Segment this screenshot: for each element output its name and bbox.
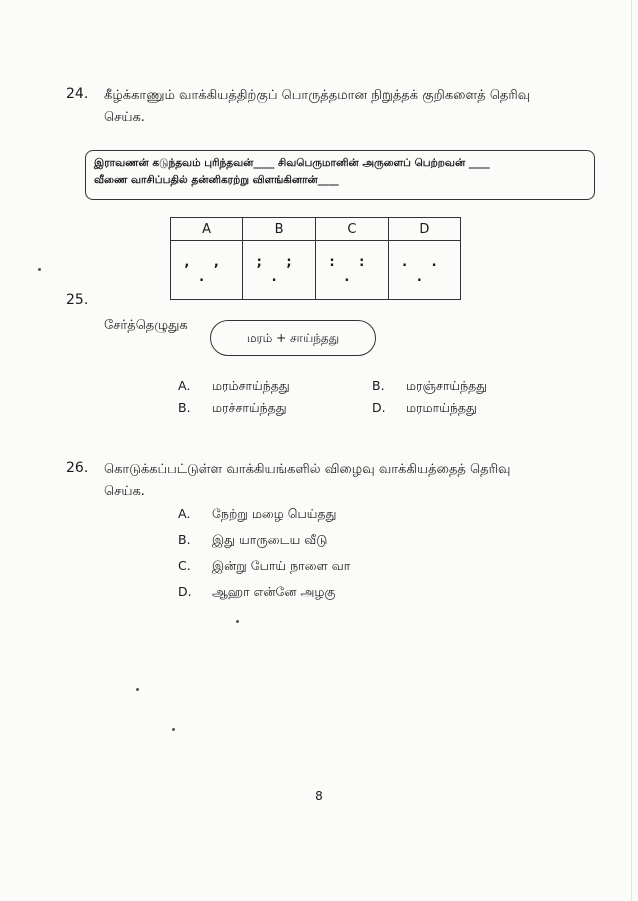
q26-option-d <box>178 584 335 601</box>
option-text: இன்று போய் நாளை வா <box>212 558 351 573</box>
option-letter: B. <box>178 400 191 415</box>
option-letter: D. <box>372 400 386 415</box>
question-24-sentence-box <box>85 150 595 200</box>
table-cell-c: : : . <box>315 241 388 300</box>
q25-option-d <box>372 400 477 417</box>
question-25-prompt: சேர்த்தெழுதுக <box>104 318 188 333</box>
q26-option-c <box>178 558 350 575</box>
option-text: மரச்சாய்ந்தது <box>212 400 287 415</box>
question-25-number: 25. <box>66 292 89 308</box>
scan-speck <box>136 688 139 691</box>
q26-option-a <box>178 506 336 523</box>
option-text: மரமாய்ந்தது <box>406 400 477 415</box>
question-24-text-line1: கீழ்க்காணும் வாக்கியத்திற்குப் பொருத்தமான நிறுத்தக் குறிகளைத் தெரிவு <box>104 88 531 103</box>
option-text: இது யாருடைய வீடு <box>212 532 328 547</box>
table-header-row <box>171 218 461 241</box>
option-text: மரஞ்சாய்ந்தது <box>406 378 488 393</box>
table-header-a: A <box>171 218 243 241</box>
question-26-text-line2: செய்க. <box>104 484 145 499</box>
option-text: நேற்று மழை பெய்தது <box>212 506 337 521</box>
option-text: மரம்சாய்ந்தது <box>212 378 290 393</box>
option-letter: A. <box>178 506 191 521</box>
option-text: ஆஹா என்னே அழகு <box>212 584 336 599</box>
option-letter: B. <box>372 378 385 393</box>
question-26-number: 26. <box>66 460 89 476</box>
q25-option-b <box>372 378 487 395</box>
option-letter: C. <box>178 558 191 573</box>
table-cell-d: . . . <box>388 241 460 300</box>
option-letter: D. <box>178 584 192 599</box>
question-26-text-line1: கொடுக்கப்பட்டுள்ள வாக்கியங்களில் விழைவு வாக்கியத்தைத் தெரிவு <box>104 462 511 477</box>
option-letter: B. <box>178 532 191 547</box>
table-cell-a: , , . <box>171 241 243 300</box>
question-24-text-line2: செய்க. <box>104 110 145 125</box>
table-header-b: B <box>243 218 316 241</box>
sentence-box-line2: வீணை வாசிப்பதில் தன்னிகரற்று விளங்கினான்____ <box>94 174 339 186</box>
page-number: 8 <box>315 789 323 803</box>
table-row <box>171 241 461 300</box>
scan-speck <box>172 728 175 731</box>
punctuation-options-table <box>170 217 461 300</box>
option-letter: A. <box>178 378 191 393</box>
table-cell-b: ; ; . <box>243 241 316 300</box>
q26-option-b <box>178 532 327 549</box>
sentence-box-line1: இராவணன் கடுந்தவம் புரிந்தவன்____ சிவபெருமானின் அருளைப் பெற்றவன் ____ <box>94 157 490 169</box>
scan-speck <box>38 268 41 271</box>
table-header-c: C <box>315 218 388 241</box>
page-edge-shadow <box>631 0 632 901</box>
scan-speck <box>236 620 239 623</box>
q25-option-c <box>178 400 287 417</box>
table-header-d: D <box>388 218 460 241</box>
q25-option-a <box>178 378 290 395</box>
question-24-number: 24. <box>66 86 89 102</box>
question-25-oval: மரம் + சாய்ந்தது <box>210 320 376 356</box>
